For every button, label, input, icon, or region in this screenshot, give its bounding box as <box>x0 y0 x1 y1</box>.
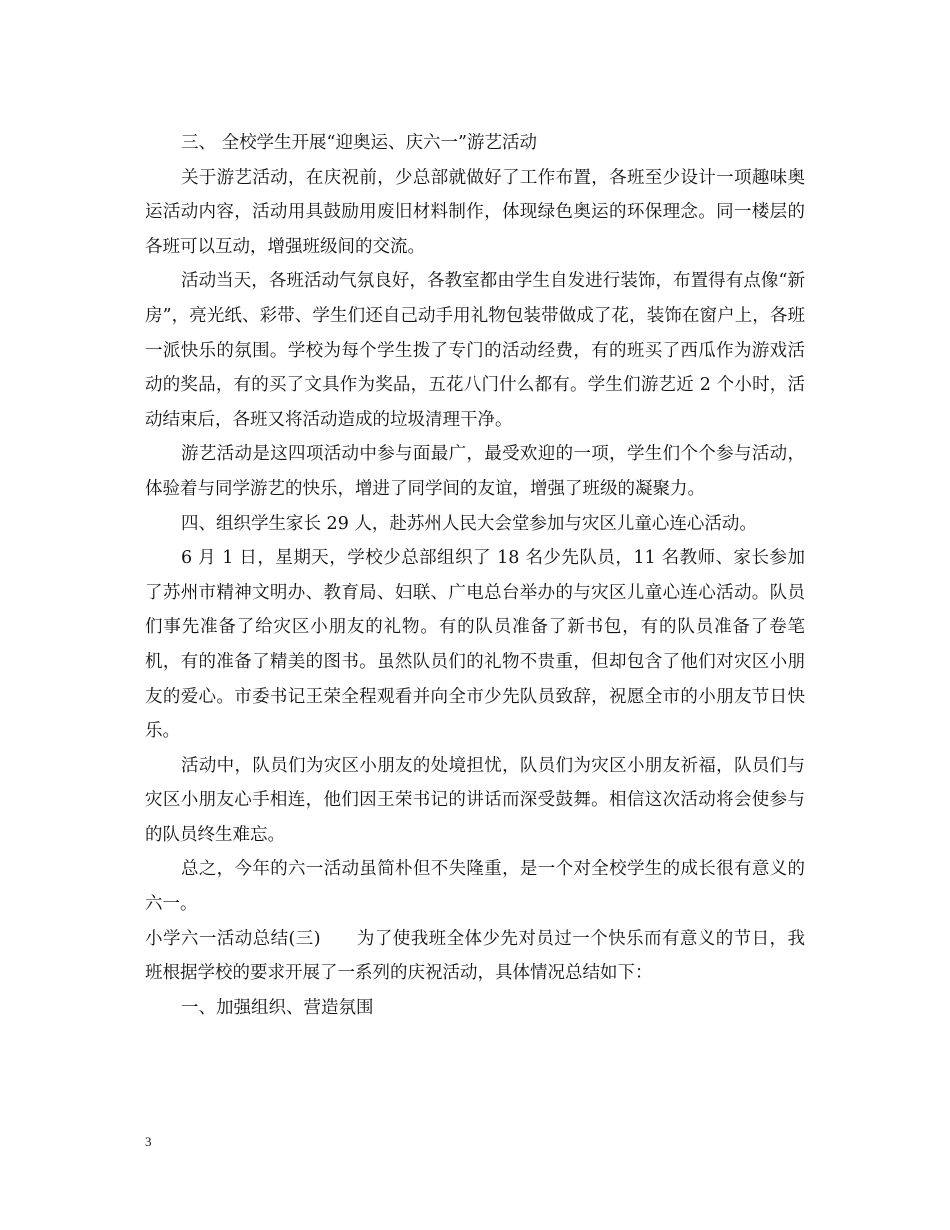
section-heading-3: 三、 全校学生开展“迎奥运、庆六一”游艺活动 <box>181 133 537 153</box>
paragraph: 游艺活动是这四项活动中参与面最广，最受欢迎的一项，学生们个个参与活动，体验着与同学游艺的快乐，增进了同学间的友谊，增强了班级的凝聚力。 <box>145 444 805 499</box>
section-heading-4: 四、组织学生家长 29 人，赴苏州人民大会堂参加与灾区儿童心连心活动。 <box>181 513 757 534</box>
paragraph: 总之，今年的六一活动虽简朴但不失隆重，是一个对全校学生的成长很有意义的六一。 <box>145 859 805 915</box>
paragraph: 关于游艺活动，在庆祝前，少总部就做好了工作布置，各班至少设计一项趣味奥运活动内容，活动用具鼓励用废旧材料制作，体现绿色奥运的环保理念。同一楼层的各班可以互动，增强班级间的交流。 <box>145 167 805 257</box>
paragraph: 活动当天，各班活动气氛良好，各教室都由学生自发进行装饰，布置得有点像“新房”，亮光纸、彩带、学生们还自己动手用礼物包装带做成了花，装饰在窗户上，各班一派快乐的氛围。学校为每个学生拨了专门的活动经费，有的班买了西瓜作为游戏活动的奖品，有的买了文具作为奖品，五花八门什么都有。学生们游艺近 2 个小时，活动结束后，各班又将活动造成的垃圾清理干净。 <box>145 271 805 430</box>
section-heading-1: 一、加强组织、营造氛围 <box>181 997 374 1018</box>
document-body <box>145 126 805 1025</box>
page-number: 3 <box>145 1134 152 1149</box>
paragraph: 活动中，队员们为灾区小朋友的处境担忧，队员们为灾区小朋友祈福，队员们与灾区小朋友心手相连，他们因王荣书记的讲话而深受鼓舞。相信这次活动将会使参与的队员终生难忘。 <box>145 755 805 845</box>
summary-title-paragraph: 小学六一活动总结(三) 为了使我班全体少先对员过一个快乐而有意义的节日，我班根据学校的要求开展了一系列的庆祝活动，具体情况总结如下： <box>145 928 805 984</box>
paragraph: 6 月 1 日，星期天，学校少总部组织了 18 名少先队员，11 名教师、家长参加了苏州市精神文明办、教育局、妇联、广电总台举办的与灾区儿童心连心活动。队员们事先准备了给灾区小朋友的礼物。有的队员准备了新书包，有的队员准备了卷笔机，有的准备了精美的图书。虽然队员们的礼物不贵重，但却包含了他们对灾区小朋友的爱心。市委书记王荣全程观看并向全市少先队员致辞，祝愿全市的小朋友节日快乐。 <box>145 548 805 742</box>
